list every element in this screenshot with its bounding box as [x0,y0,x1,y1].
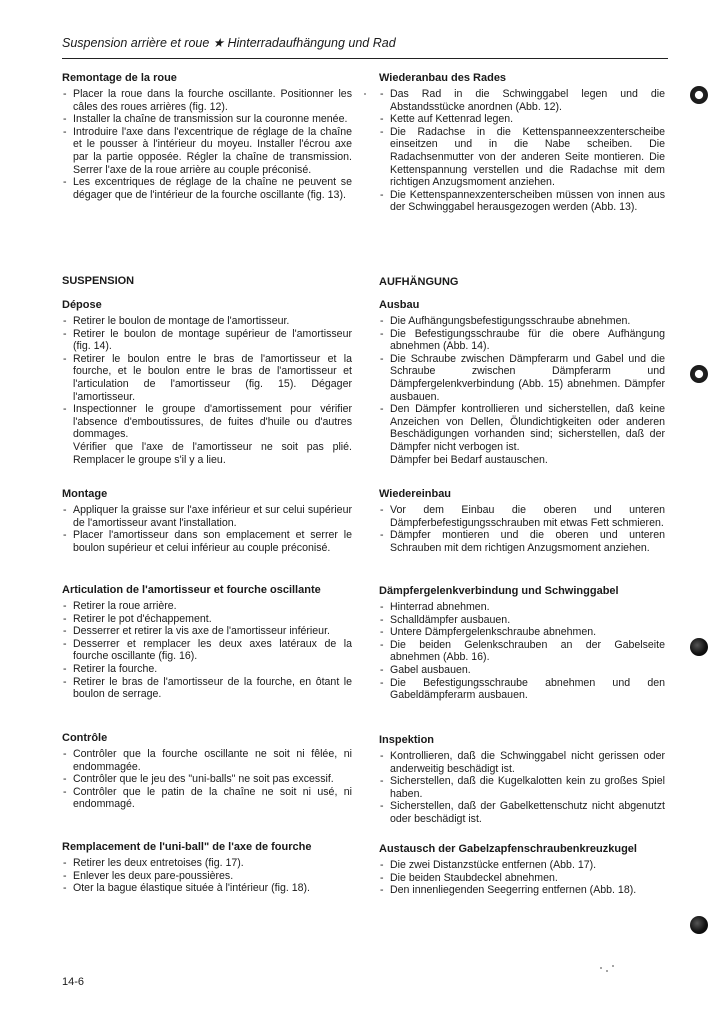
list-item: - Enlever les deux pare-poussières. [62,870,352,883]
list-item: - Schalldämpfer ausbauen. [379,614,665,627]
major-heading-aufhaengung: AUFHÄNGUNG [379,276,459,288]
list-item: - Kontrollieren, daß die Schwinggabel nicht gerissen oder anderweitig beschädigt ist. [379,750,665,775]
section-montage [62,488,352,554]
bullet-list [62,88,352,201]
bullet-list [62,600,352,701]
list-item: - Appliquer la graisse sur l'axe inférieur et sur celui supérieur de l'amortisseur avant l'installation. [62,504,352,529]
bullet-list [379,601,665,702]
list-item-text: Den Dämpfer kontrollieren und sicherstellen, daß keine Anzeichen von Dellen, Ölundichtigkeiten oder anderen Beschädigungen vorhanden sind; sicherstellen, daß der Dämpfer nicht verbogen ist. [390,403,665,453]
scan-speck [606,970,608,972]
binder-hole-icon [690,916,708,934]
list-item: - Contrôler que le jeu des "uni-balls" ne soit pas excessif. [62,773,352,786]
list-item: - Retirer les deux entretoises (fig. 17). [62,857,352,870]
section-title: Wiedereinbau [379,488,452,500]
list-item: - Die Befestigungsschraube für die obere Aufhängung abnehmen (Abb. 14). [379,328,665,353]
list-item: - Untere Dämpfergelenkschraube abnehmen. [379,626,665,639]
list-item: - Das Rad in die Schwinggabel legen und die Abstandsstücke anordnen (Abb. 12). [379,88,665,113]
bullet-list [379,315,665,466]
list-item: - Retirer la roue arrière. [62,600,352,613]
header-rule [62,58,668,59]
section-wiedereinbau [379,488,665,554]
binder-hole-icon [690,365,708,383]
section-title: Remontage de la roue [62,72,177,84]
list-item-note: Dämpfer bei Bedarf austauschen. [390,453,548,466]
bullet-list [62,315,352,466]
bullet-list [379,88,665,214]
section-title: Dämpfergelenkverbindung und Schwinggabel [379,585,619,597]
list-item: - Die beiden Gelenkschrauben an der Gabelseite abnehmen (Abb. 16). [379,639,665,664]
list-item: - Sicherstellen, daß die Kugelkalotten kein zu großes Spiel haben. [379,775,665,800]
list-item: - Retirer le bras de l'amortisseur de la fourche, en ôtant le boulon de serrage. [62,676,352,701]
section-title: Wiederanbau des Rades [379,72,507,84]
section-controle [62,732,352,811]
list-item: - Die beiden Staubdeckel abnehmen. [379,872,665,885]
section-wiederanbau [379,72,665,214]
list-item: - Retirer le pot d'échappement. [62,613,352,626]
list-item-text: Inspectionner le groupe d'amortissement pour vérifier l'absence d'emboutissures, de fuites d'huile ou d'autres dommages. [73,403,352,441]
scan-speck [612,965,614,967]
page-header-title: Suspension arrière et roue ★ Hinterradaufhängung und Rad [62,36,396,50]
section-title: Contrôle [62,732,108,744]
section-title: Articulation de l'amortisseur et fourche oscillante [62,584,321,596]
bullet-list [62,504,352,554]
section-austausch [379,843,665,897]
list-item: - Die zwei Distanzstücke entfernen (Abb. 17). [379,859,665,872]
section-gelenk [379,585,665,702]
list-item: - Den innenliegenden Seegerring entfernen (Abb. 18). [379,884,665,897]
list-item: - Contrôler que la fourche oscillante ne soit ni fêlée, ni endommagée. [62,748,352,773]
section-remontage [62,72,352,201]
list-item: - Retirer le boulon entre le bras de l'amortisseur et la fourche, et le boulon entre le bras de l'amortisseur et l'articulation de l'amortisseur (fig. 15). Dégager l'amortisseur. [62,353,352,403]
bullet-list [379,750,665,826]
list-item: - Introduire l'axe dans l'excentrique de réglage de la chaîne et le pousser à l'intérieur du moyeu. Installer l'écrou axe par la partie opposée. Régler la chaîne de transmission. Serrer l'axe de la roue arrière au couple préconisé. [62,126,352,176]
section-depose [62,299,352,466]
list-item: - Vor dem Einbau die oberen und unteren Dämpferbefestigungsschrauben mit etwas Fett schmieren. [379,504,665,529]
scan-speck [364,93,366,95]
list-item: - Gabel ausbauen. [379,664,665,677]
section-articulation [62,584,352,701]
list-item-note: Vérifier que l'axe de l'amortisseur ne soit pas plié. Remplacer le groupe s'il y a lieu. [73,440,352,466]
section-remplacement [62,841,352,895]
list-item: - Oter la bague élastique située à l'intérieur (fig. 18). [62,882,352,895]
section-title: Remplacement de l'uni-ball" de l'axe de fourche [62,841,312,853]
list-item [379,403,665,466]
list-item: - Kette auf Kettenrad legen. [379,113,665,126]
section-title: Austausch der Gabelzapfenschraubenkreuzkugel [379,843,637,855]
list-item: - Dämpfer montieren und die oberen und unteren Schrauben mit dem richtigen Anzugsmoment anziehen. [379,529,665,554]
scan-speck [600,967,602,969]
list-item: - Retirer le boulon de montage de l'amortisseur. [62,315,352,328]
list-item: - Placer la roue dans la fourche oscillante. Positionner les câles des roues arrières (fig. 12). [62,88,352,113]
list-item: - Die Radachse in die Kettenspanneexzenterscheibe einseitzen und in die Nabe scheiben. Die Radachsenmutter von der anderen Seite montieren. Die Kettenspannung verstellen und die Radachse mit dem richtigen Anzugsmoment anziehen. [379,126,665,189]
major-heading-suspension: SUSPENSION [62,275,135,287]
section-title: Montage [62,488,108,500]
section-title: Inspektion [379,734,435,746]
list-item: - Die Schraube zwischen Dämpferarm und Gabel und die Schraube zwischen Dämpferarm und Dämpfergelenkverbindung (Abb. 15) abnehmen. Dämpfer ausbauen. [379,353,665,403]
list-item: - Die Kettenspannexzenterscheiben müssen von innen aus der Schwinggabel herausgezogen werden (Abb. 13). [379,189,665,214]
bullet-list [62,748,352,811]
section-title: Dépose [62,299,102,311]
list-item: - Sicherstellen, daß der Gabelkettenschutz nicht abgenutzt oder beschädigt ist. [379,800,665,825]
binder-hole-icon [690,638,708,656]
list-item: - Desserrer et retirer la vis axe de l'amortisseur inférieur. [62,625,352,638]
list-item: - Desserrer et remplacer les deux axes latéraux de la fourche oscillante (fig. 16). [62,638,352,663]
bullet-list [62,857,352,895]
list-item: - Les excentriques de réglage de la chaîne ne peuvent se dégager que de l'intérieur de la fourche oscillante (fig. 13). [62,176,352,201]
list-item: - Placer l'amortisseur dans son emplacement et serrer le boulon supérieur et celui inférieur au couple préconisé. [62,529,352,554]
list-item: - Retirer la fourche. [62,663,352,676]
list-item: - Contrôler que le patin de la chaîne ne soit ni usé, ni endommagé. [62,786,352,811]
section-title: Ausbau [379,299,420,311]
list-item [62,403,352,466]
section-ausbau [379,299,665,466]
section-inspektion [379,734,665,826]
bullet-list [379,859,665,897]
list-item: - Die Aufhängungsbefestigungsschraube abnehmen. [379,315,665,328]
binder-hole-icon [690,86,708,104]
bullet-list [379,504,665,554]
left-column-french [62,72,352,972]
page-number: 14-6 [62,976,85,988]
list-item: - Retirer le boulon de montage supérieur de l'amortisseur (fig. 14). [62,328,352,353]
list-item: - Die Befestigungsschraube abnehmen und den Gabeldämpferarm ausbauen. [379,677,665,702]
list-item: - Installer la chaîne de transmission sur la couronne menée. [62,113,352,126]
right-column-german [379,72,665,972]
list-item: - Hinterrad abnehmen. [379,601,665,614]
